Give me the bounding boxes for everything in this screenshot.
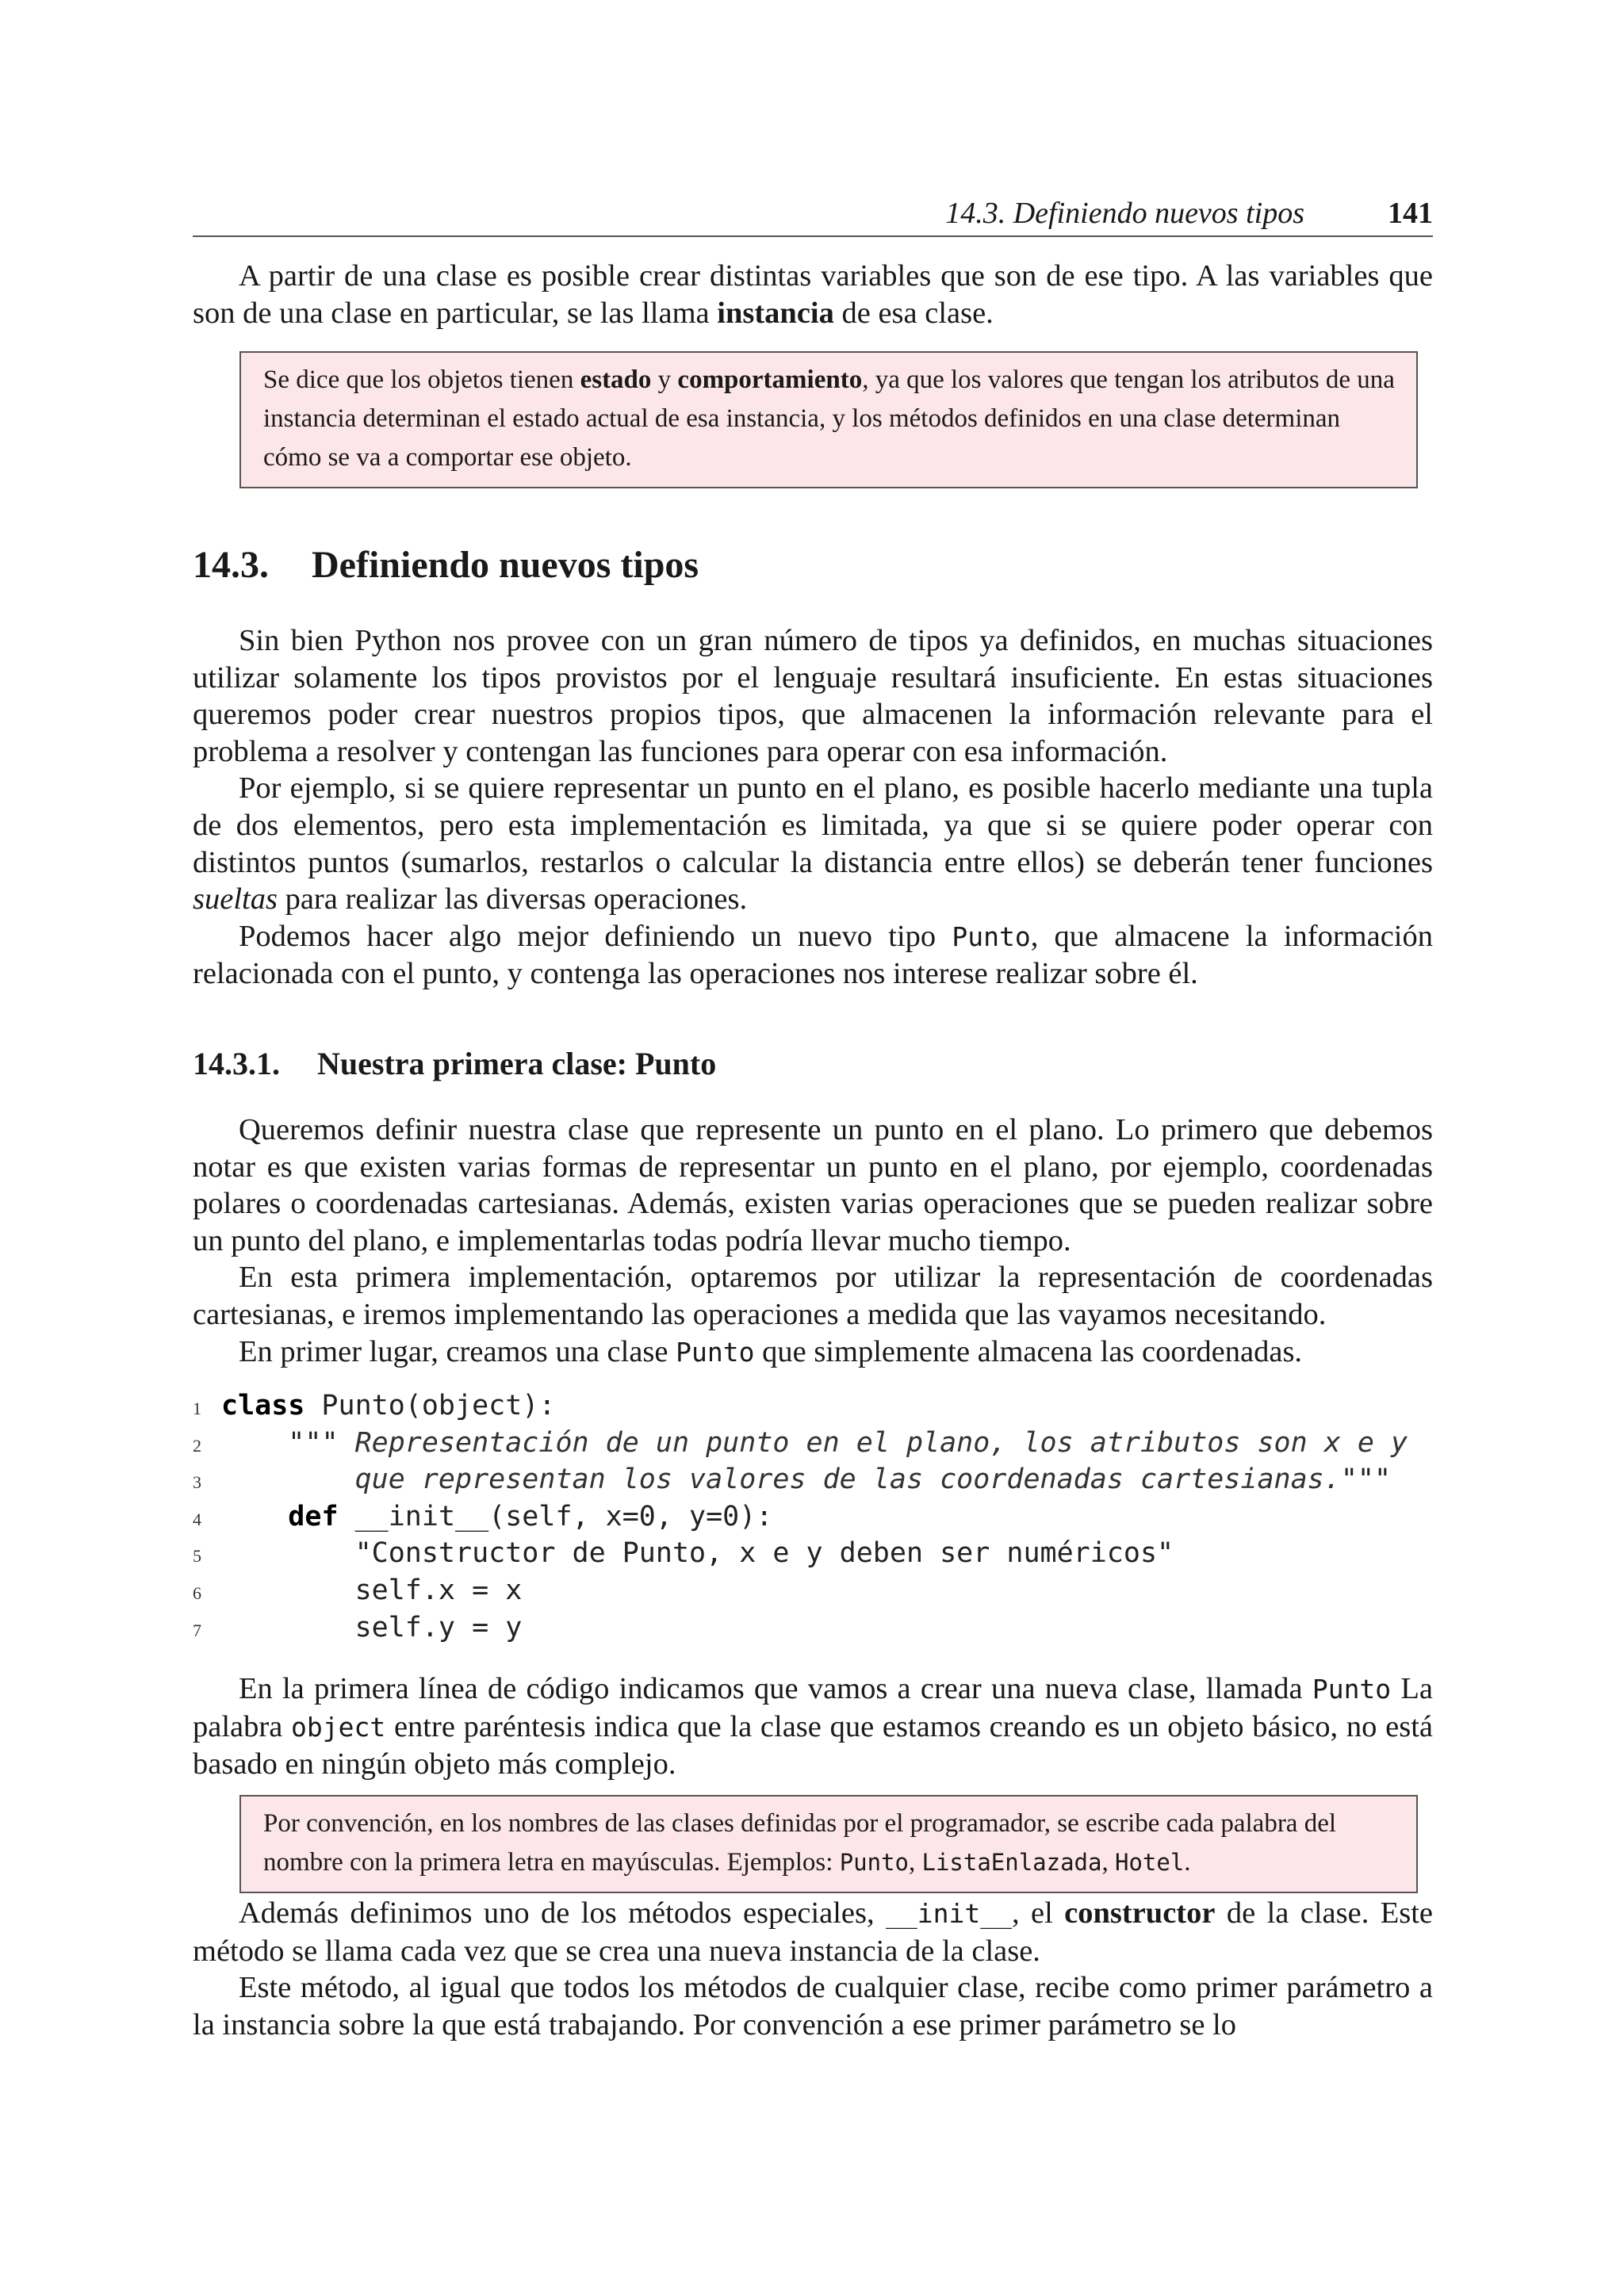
code-line: [193, 1572, 1541, 1609]
inline-code: __init__: [886, 1898, 1012, 1929]
text: A partir de una clase es posible crear distintas variables que son de ese tipo. A las variables que son de una clase en particular, se las llama: [193, 259, 1433, 330]
code-text: "Constructor de Punto, x e y deben ser numéricos": [221, 1537, 1174, 1570]
section-heading: [193, 543, 699, 587]
line-number: 2: [193, 1435, 201, 1456]
text: , el: [1011, 1896, 1065, 1930]
code-indent: [221, 1427, 288, 1459]
text: de la clase. Este método se llama cada vez que se crea una nueva instancia de la clase.: [193, 1896, 1433, 1968]
subsection-paragraph-3: [193, 1334, 1433, 1372]
line-number: 5: [193, 1546, 201, 1567]
inline-code: Punto: [1312, 1674, 1392, 1705]
page-number: 141: [1388, 197, 1433, 230]
intro-paragraph: [193, 258, 1433, 331]
text: Además definimos uno de los métodos especiales,: [239, 1896, 887, 1930]
final-paragraph-1: [193, 1895, 1433, 1969]
subsection-paragraph-2: En esta primera implementación, optaremos por utilizar la representación de coordenadas cartesianas, e iremos implementando las operaciones a medida que las vayamos necesitando.: [193, 1261, 1433, 1331]
code-line: [193, 1535, 1541, 1572]
code-text: __init__(self, x=0, y=0):: [338, 1500, 773, 1533]
code-docstring: Representación de un punto en el plano, los atributos son x e y: [338, 1426, 1408, 1459]
text: , que almacene la información relacionada con el punto, y contenga las operaciones nos interese realizar sobre él.: [193, 919, 1433, 991]
subsection-number: 14.3.1.: [193, 1046, 280, 1081]
line-number: 3: [193, 1472, 201, 1493]
line-number: 7: [193, 1620, 201, 1640]
code-keyword: def: [288, 1500, 339, 1533]
code-keyword: class: [221, 1390, 305, 1422]
text: En primer lugar, creamos una clase: [239, 1334, 676, 1368]
code-text: self.x = x: [221, 1574, 523, 1606]
line-number: 1: [193, 1399, 201, 1418]
inline-code: Punto: [676, 1336, 755, 1368]
section-paragraph-1: Sin bien Python nos provee con un gran número de tipos ya definidos, en muchas situaciones utilizar solamente los tipos provistos por el lenguaje resultará insuficiente. En estas situaciones queremos poder crear nuestros propios tipos, que almacenen la información relevante para el problema a resolver y contengan las funciones para operar con esa información.: [193, 624, 1433, 768]
bold-term: estado: [580, 365, 652, 394]
note-box-naming-convention: [239, 1795, 1418, 1893]
text: de esa clase.: [833, 296, 994, 330]
inline-code: Hotel: [1114, 1849, 1185, 1876]
bold-term: constructor: [1064, 1896, 1216, 1930]
section-number: 14.3.: [193, 544, 269, 586]
subsection-paragraph-1: Queremos definir nuestra clase que represente un punto en el plano. Lo primero que debemos notar es que existen varias formas de representar un punto en el plano, por ejemplo, coordenadas polares o coordenadas cartesianas. Además, existen varias operaciones que se pueden realizar sobre un punto del plano, e implementarlas todas podría llevar mucho tiempo.: [193, 1113, 1433, 1257]
after-code-paragraph: [193, 1670, 1433, 1783]
text: Se dice que los objetos tienen: [263, 365, 580, 394]
inline-code: Punto: [952, 920, 1031, 952]
note-text: [263, 1804, 1404, 1882]
text: .: [1184, 1848, 1191, 1877]
code-docstring: que representan los valores de las coordenadas cartesianas.: [354, 1464, 1341, 1496]
bold-term: comportamiento: [677, 365, 863, 394]
section-title: Definiendo nuevos tipos: [312, 544, 699, 586]
code-line: [193, 1387, 1541, 1425]
code-line: [193, 1461, 1541, 1498]
header-chapter-title: 14.3. Definiendo nuevos tipos: [945, 197, 1304, 230]
text: ,: [1101, 1848, 1115, 1877]
inline-code: object: [291, 1711, 386, 1743]
code-line: [193, 1498, 1541, 1536]
text: y: [651, 365, 678, 394]
text: entre paréntesis indica que la clase que estamos creando es un objeto básico, no está basado en ningún objeto más complejo.: [193, 1709, 1433, 1781]
subsection-heading: [193, 1045, 716, 1082]
text: Podemos hacer algo mejor definiendo un nuevo tipo: [239, 919, 952, 953]
text: ,: [909, 1848, 922, 1877]
code-line: [193, 1425, 1541, 1462]
code-text: Punto(object):: [304, 1390, 556, 1422]
section-paragraph-3: [193, 918, 1433, 993]
text: que simplemente almacena las coordenadas.: [754, 1334, 1303, 1368]
intro-block: [193, 258, 1433, 331]
code-indent: [221, 1501, 288, 1533]
italic-term: sueltas: [193, 882, 278, 916]
subsection-body: [193, 1112, 1433, 1371]
code-docstring-quote: """: [288, 1426, 339, 1459]
code-listing: [193, 1387, 1541, 1646]
subsection-title: Nuestra primera clase: Punto: [317, 1046, 717, 1081]
section-body: [193, 622, 1433, 993]
text: En la primera línea de código indicamos que vamos a crear una nueva clase, llamada: [239, 1672, 1312, 1705]
code-docstring-quote: """: [1340, 1464, 1392, 1496]
code-text: self.y = y: [221, 1611, 523, 1644]
after-code-block: [193, 1670, 1433, 1783]
text: , ya que los valores que tengan los atributos de una instancia determinan el estado actual de esa instancia, y los métodos definidos en una clase determinan cómo se va a comportar ese objeto.: [263, 365, 1395, 472]
text: La palabra: [193, 1672, 1433, 1743]
note-text: [263, 361, 1404, 477]
final-paragraph-2: Este método, al igual que todos los métodos de cualquier clase, recibe como primer parámetro a la instancia sobre la que está trabajando. Por convención a ese primer parámetro se lo: [193, 1971, 1433, 2042]
inline-code: Punto: [839, 1849, 909, 1876]
section-paragraph-2: [193, 770, 1433, 917]
final-block: [193, 1895, 1433, 2043]
running-header: [193, 194, 1433, 237]
line-number: 6: [193, 1582, 201, 1603]
text: para realizar las diversas operaciones.: [277, 882, 748, 916]
code-indent: [221, 1464, 355, 1495]
text: Por ejemplo, si se quiere representar un punto en el plano, es posible hacerlo mediante una tupla de dos elementos, pero esta implementación es limitada, ya que si se quiere poder operar con distintos puntos (sumarlos, restarlos o calcular la distancia entre ellos) se deberán tener funciones: [193, 771, 1433, 879]
code-line: [193, 1609, 1541, 1647]
text: Por convención, en los nombres de las clases definidas por el programador, se escribe cada palabra del nombre con la primera letra en mayúsculas. Ejemplos:: [263, 1809, 1337, 1877]
bold-term: instancia: [717, 296, 834, 330]
line-number: 4: [193, 1509, 201, 1529]
note-box-state-behavior: [239, 351, 1418, 488]
inline-code: ListaEnlazada: [921, 1849, 1102, 1876]
